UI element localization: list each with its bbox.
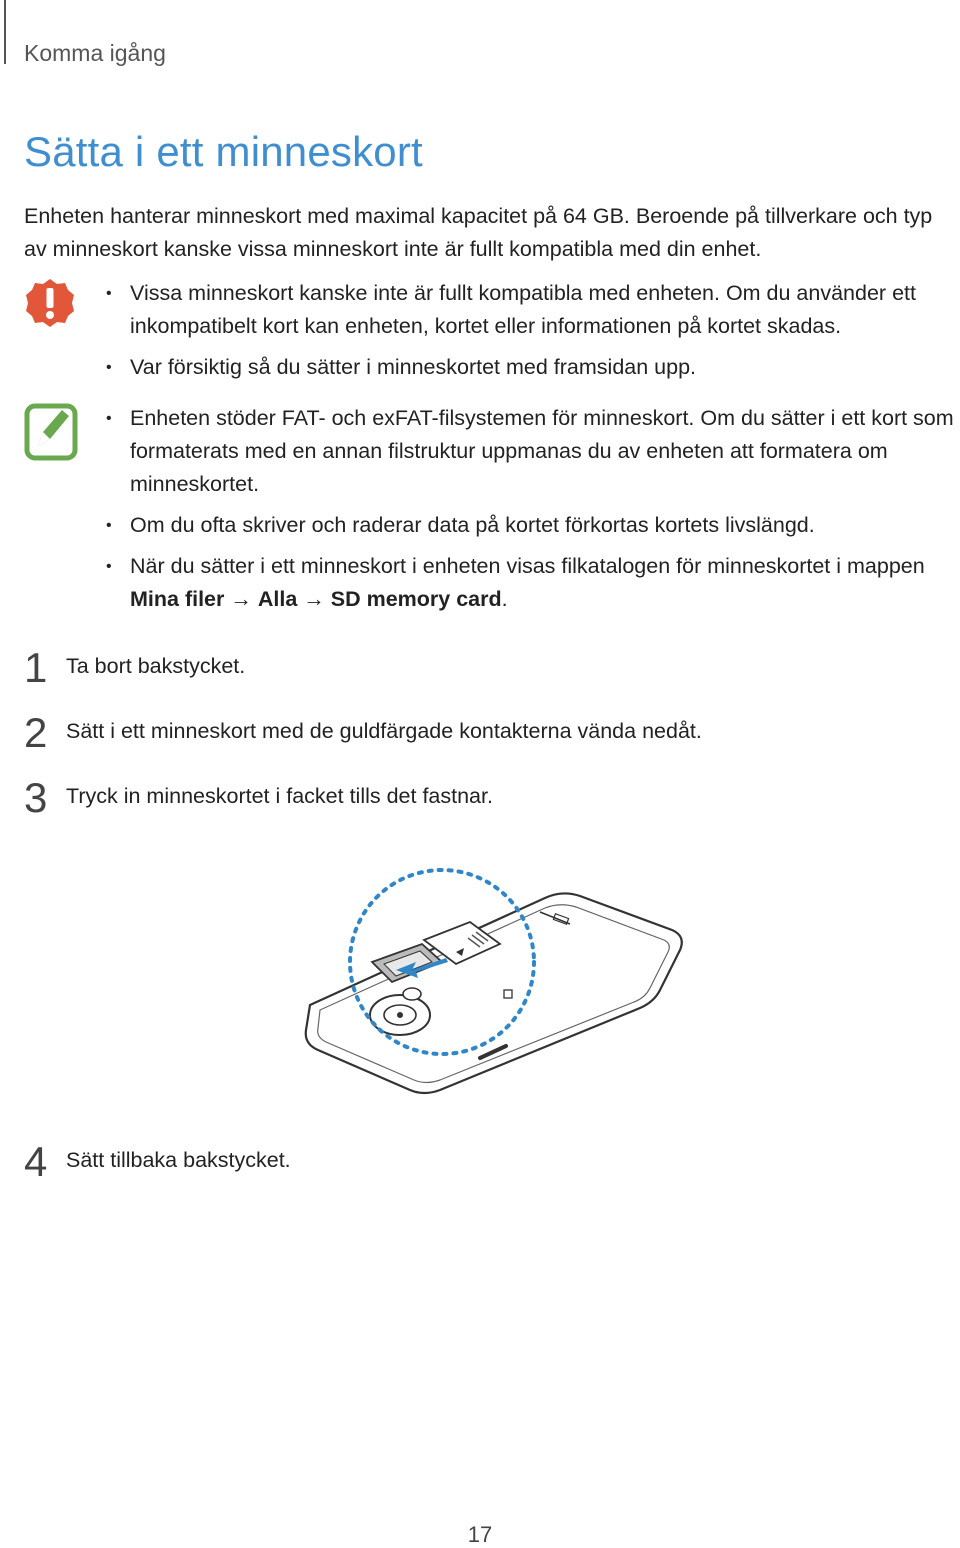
page-number: 17: [467, 1522, 493, 1547]
step-text: Ta bort bakstycket.: [66, 654, 246, 678]
path-sd-card: SD memory card: [330, 587, 502, 611]
step-2: [24, 709, 944, 767]
note-notice: [24, 402, 960, 624]
step-1: [24, 644, 944, 702]
bullet-icon: •: [106, 359, 112, 376]
intro-paragraph: Enheten hanterar minneskort med maximal kapacitet på 64 GB. Beroende på tillverkare och typ av minneskort kanske vissa minneskort inte är fullt kompatibla med din enhet.: [24, 204, 933, 261]
step-text: Sätt tillbaka bakstycket.: [66, 1148, 291, 1172]
warning-icon: [24, 277, 76, 334]
step-text: Tryck in minneskortet i facket tills det fastnar.: [66, 784, 493, 808]
margin-rule: [4, 0, 6, 64]
note-item: • Enheten stöder FAT- och exFAT-filsystemen för minneskort. Om du sätter i ett kort som formaterats med en annan filstruktur uppmanas du av enheten att formatera om minneskortet.: [130, 402, 960, 501]
step-text: Sätt i ett minneskort med de guldfärgade kontakterna vända nedåt.: [66, 719, 702, 743]
step-number: 4: [24, 1138, 48, 1185]
step-number: 3: [24, 774, 48, 821]
arrow-icon: →: [230, 587, 252, 611]
section-header: Komma igång: [24, 40, 166, 66]
note-item: • Om du ofta skriver och raderar data på kortet förkortas kortets livslängd.: [130, 509, 960, 542]
step-number: 1: [24, 644, 48, 691]
step-3: [24, 774, 944, 832]
step-4: [24, 1138, 944, 1196]
arrow-icon: →: [303, 587, 325, 611]
phone-body: [306, 893, 682, 1093]
page-title: Sätta i ett minneskort: [24, 128, 423, 175]
warning-item: • Vissa minneskort kanske inte är fullt kompatibla med enheten. Om du använder ett inkompatibelt kort kan enheten, kortet eller informationen på kortet skadas.: [130, 277, 960, 343]
note-item-path: • När du sätter i ett minneskort i enheten visas filkatalogen för minneskortet i mappen Mina filer → Alla → SD memory card.: [130, 550, 960, 616]
bullet-icon: •: [106, 517, 112, 534]
note-pencil-icon: [24, 402, 78, 467]
path-my-files: Mina filer: [130, 587, 225, 611]
warning-item: • Var försiktig så du sätter i minneskortet med framsidan upp.: [130, 351, 960, 384]
bullet-icon: •: [106, 285, 112, 302]
step-number: 2: [24, 709, 48, 756]
device-illustration: [300, 840, 700, 1100]
path-all: Alla: [257, 587, 298, 611]
warning-notice: [24, 277, 960, 392]
bullet-icon: •: [106, 410, 112, 427]
bullet-icon: •: [106, 558, 112, 575]
